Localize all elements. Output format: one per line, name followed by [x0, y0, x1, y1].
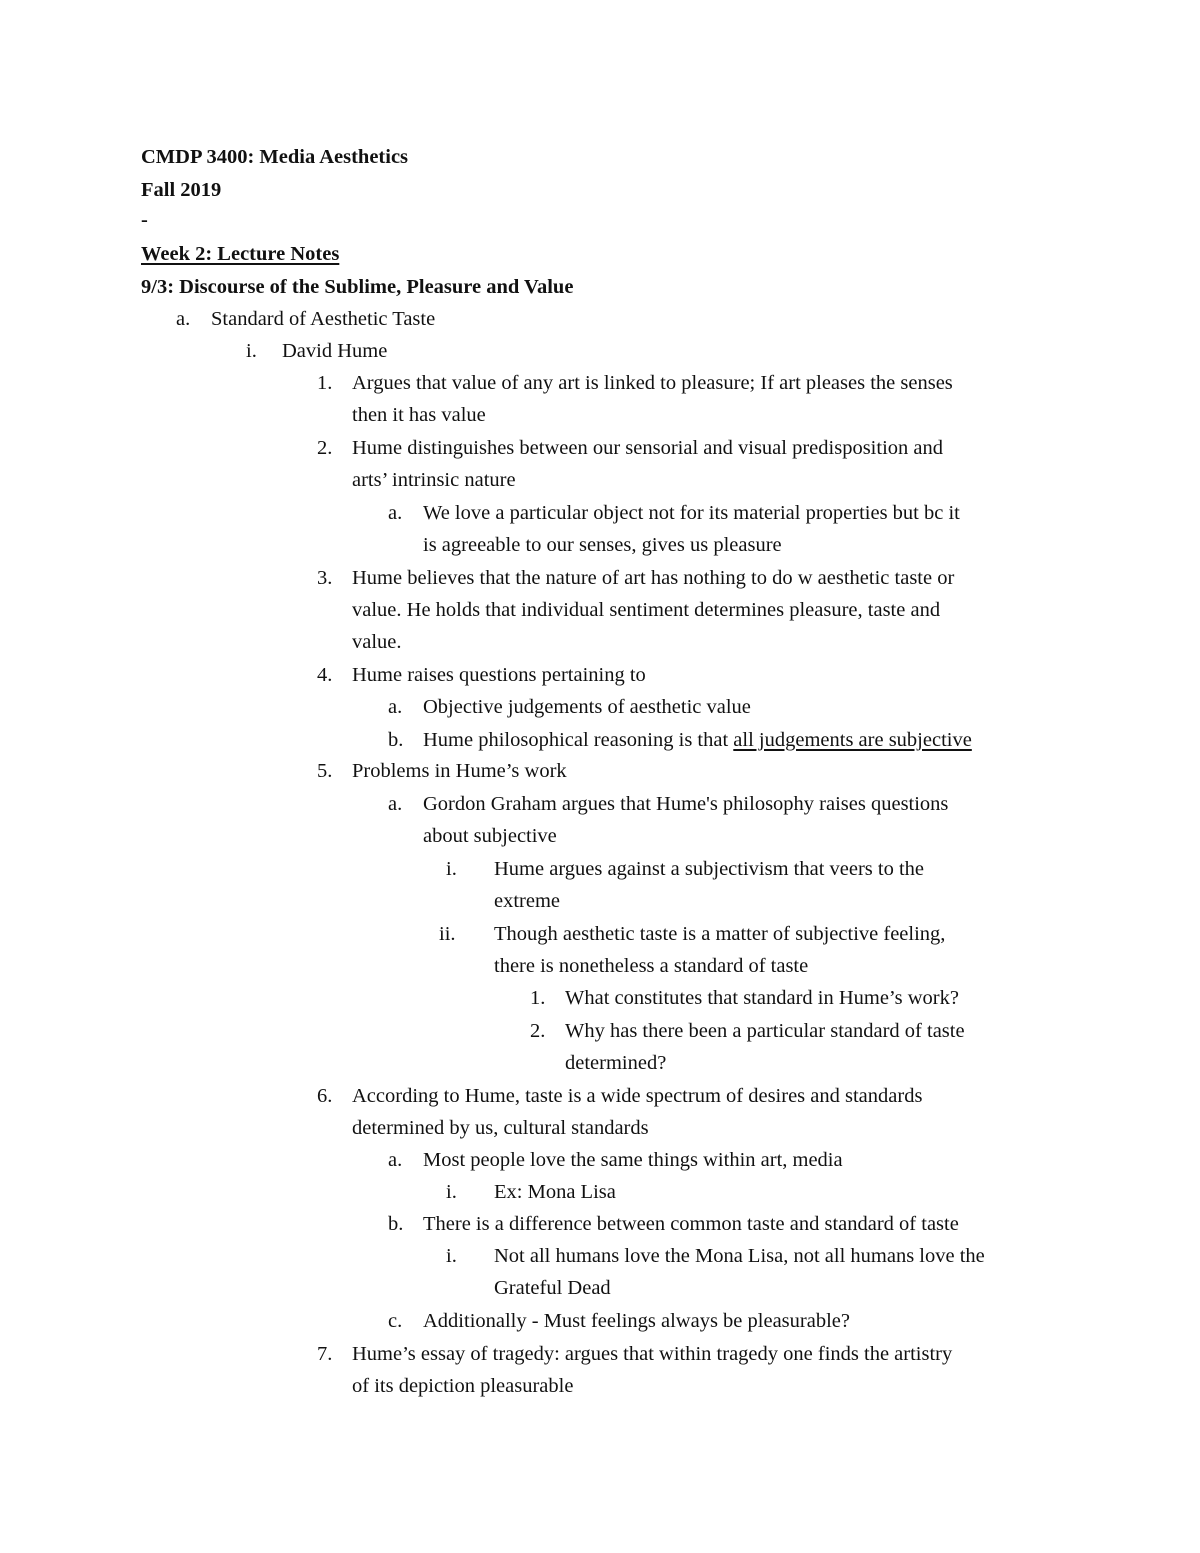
list-item-body: is agreeable to our senses, gives us pleasure	[423, 534, 782, 556]
list-marker: 2.	[530, 1020, 546, 1042]
list-item-body: David Hume	[282, 340, 388, 362]
list-item-text	[423, 533, 782, 557]
list-marker: i.	[446, 858, 457, 880]
list-item-text	[423, 824, 557, 848]
list-item-text	[423, 1148, 843, 1172]
list-item-body: Gordon Graham argues that Hume's philosophy raises questions	[423, 793, 949, 815]
list-item-body: Objective judgements of aesthetic value	[423, 696, 751, 718]
list-marker: a.	[388, 793, 403, 815]
list-marker: 2.	[317, 437, 333, 459]
list-item-text	[494, 857, 924, 881]
list-item-text	[352, 663, 646, 687]
list-marker: a.	[388, 502, 403, 524]
list-item-body: Why has there been a particular standard of taste	[565, 1020, 965, 1042]
list-item-text	[352, 436, 943, 460]
list-item-text	[423, 728, 972, 752]
list-marker: b.	[388, 1213, 404, 1235]
list-item-text	[352, 1374, 573, 1398]
list-item-body: Most people love the same things within art, media	[423, 1149, 843, 1171]
list-item-body: Hume believes that the nature of art has nothing to do w aesthetic taste or	[352, 567, 955, 589]
list-marker: 1.	[317, 372, 333, 394]
list-marker: a.	[176, 308, 191, 330]
list-marker: 5.	[317, 760, 333, 782]
list-item-body: Ex: Mona Lisa	[494, 1181, 616, 1203]
list-marker: c.	[388, 1310, 403, 1332]
list-marker: 3.	[317, 567, 333, 589]
list-marker: i.	[446, 1181, 457, 1203]
list-item-body: determined by us, cultural standards	[352, 1117, 649, 1139]
list-item-body: value.	[352, 631, 402, 653]
list-item-text	[494, 954, 808, 978]
list-item-text	[494, 1276, 611, 1300]
list-item-body: determined?	[565, 1052, 667, 1074]
list-item-text	[423, 792, 948, 816]
list-item-text	[423, 1212, 959, 1236]
list-item-body: Grateful Dead	[494, 1277, 611, 1299]
list-item-body: Hume distinguishes between our sensorial and visual predisposition and	[352, 437, 943, 459]
course-title: CMDP 3400: Media Aesthetics	[141, 146, 409, 168]
list-item-text	[282, 339, 387, 363]
list-item-body: of its depiction pleasurable	[352, 1375, 574, 1397]
list-item-text	[423, 1309, 850, 1333]
list-item-body: According to Hume, taste is a wide spectrum of desires and standards	[352, 1085, 923, 1107]
lecture-title: 9/3: Discourse of the Sublime, Pleasure and Value	[141, 276, 574, 298]
list-item-text	[494, 1244, 985, 1268]
list-item-text	[352, 1116, 649, 1140]
term-label: Fall 2019	[141, 179, 222, 201]
list-marker: b.	[388, 729, 404, 751]
list-item-body: extreme	[494, 890, 561, 912]
list-item-text	[423, 695, 751, 719]
list-marker: i.	[246, 340, 257, 362]
list-marker: 4.	[317, 664, 333, 686]
list-item-body: Hume raises questions pertaining to	[352, 664, 646, 686]
list-item-text	[494, 922, 945, 946]
list-item-text	[494, 889, 560, 913]
list-item-body: Hume philosophical reasoning is that	[423, 729, 734, 751]
list-marker: a.	[388, 696, 403, 718]
list-item-body: then it has value	[352, 404, 486, 426]
list-item-text	[352, 468, 516, 492]
list-item-text	[565, 1051, 666, 1075]
list-item-text	[352, 566, 954, 590]
list-item-text	[494, 1180, 616, 1204]
list-item-body: Additionally - Must feelings always be pleasurable?	[423, 1310, 850, 1332]
list-item-body: There is a difference between common taste and standard of taste	[423, 1213, 959, 1235]
list-item-text	[423, 501, 960, 525]
list-marker: 7.	[317, 1343, 333, 1365]
list-item-body: value. He holds that individual sentiment determines pleasure, taste and	[352, 599, 941, 621]
list-item-text	[352, 371, 953, 395]
list-item-text	[352, 630, 402, 654]
list-item-body: Argues that value of any art is linked to pleasure; If art pleases the senses	[352, 372, 953, 394]
separator-dash: -	[141, 209, 148, 231]
list-item-body: Hume’s essay of tragedy: argues that within tragedy one finds the artistry	[352, 1343, 953, 1365]
list-item-body: about subjective	[423, 825, 557, 847]
list-item-text	[352, 1342, 952, 1366]
list-item-body: Not all humans love the Mona Lisa, not all humans love the	[494, 1245, 985, 1267]
list-item-body: Hume argues against a subjectivism that veers to the	[494, 858, 925, 880]
list-item-text	[211, 307, 435, 331]
list-marker: 1.	[530, 987, 546, 1009]
list-item-text	[352, 1084, 922, 1108]
list-marker: i.	[446, 1245, 457, 1267]
week-title: Week 2: Lecture Notes	[141, 243, 340, 265]
list-item-text	[352, 403, 486, 427]
list-item-text	[352, 759, 567, 783]
list-item-text	[352, 598, 940, 622]
list-item-body: there is nonetheless a standard of taste	[494, 955, 809, 977]
list-item-body: What constitutes that standard in Hume’s work?	[565, 987, 959, 1009]
list-item-body: arts’ intrinsic nature	[352, 469, 516, 491]
list-item-text	[565, 1019, 965, 1043]
list-item-body: Problems in Hume’s work	[352, 760, 567, 782]
list-item-body: Standard of Aesthetic Taste	[211, 308, 436, 330]
underlined-emphasis: all judgements are subjective	[733, 729, 972, 751]
list-item-body: Though aesthetic taste is a matter of subjective feeling,	[494, 923, 946, 945]
list-marker: ii.	[439, 923, 456, 945]
list-item-body: We love a particular object not for its material properties but bc it	[423, 502, 960, 524]
list-marker: a.	[388, 1149, 403, 1171]
list-item-text	[565, 986, 959, 1010]
list-marker: 6.	[317, 1085, 333, 1107]
